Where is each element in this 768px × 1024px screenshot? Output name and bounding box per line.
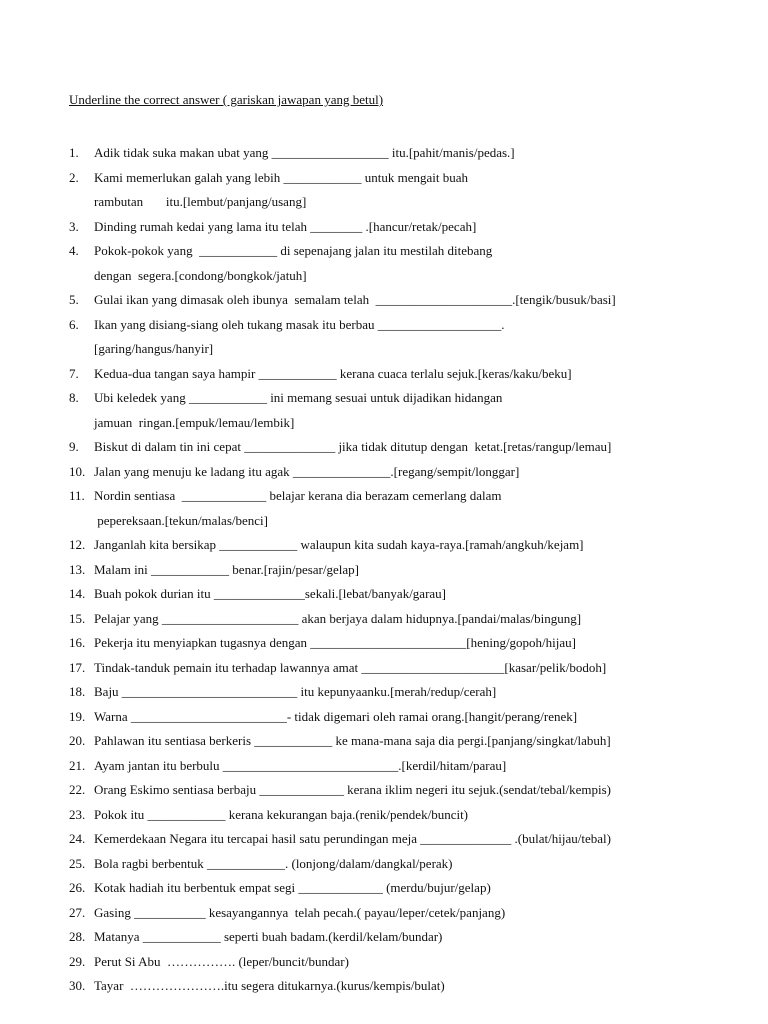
question-item <box>69 803 749 828</box>
question-text: Pekerja itu menyiapkan tugasnya dengan ________________________[hening/gopoh/hijau] <box>94 635 576 650</box>
question-text: Dinding rumah kedai yang lama itu telah ________ .[hancur/retak/pecah] <box>94 218 477 234</box>
question-text: Bola ragbi berbentuk ____________. (lonjong/dalam/dangkal/perak) <box>94 855 453 871</box>
question-number: 3. <box>69 218 79 234</box>
question-text: Kami memerlukan galah yang lebih ____________ untuk mengait buah <box>94 169 469 185</box>
question-number: 20. <box>69 733 86 748</box>
question-number: 12. <box>69 537 86 552</box>
question-item <box>69 239 749 264</box>
question-number: 14. <box>69 586 86 601</box>
question-number: 27. <box>69 904 86 920</box>
question-text: Pokok itu ____________ kerana kekurangan baja.(renik/pendek/buncit) <box>94 806 469 822</box>
question-item <box>69 729 749 754</box>
question-number: 8. <box>69 390 79 405</box>
question-item <box>69 362 749 387</box>
question-item <box>69 680 749 705</box>
question-item <box>69 288 749 313</box>
question-text: Buah pokok durian itu ______________sekali.[lebat/banyak/garau] <box>94 586 447 601</box>
question-item <box>69 656 749 681</box>
question-text-continued: dengan segera.[condong/bongkok/jatuh] <box>94 267 307 283</box>
question-continuation <box>69 190 749 215</box>
question-item <box>69 827 749 852</box>
question-item <box>69 386 749 411</box>
question-number: 30. <box>69 978 86 993</box>
question-number: 22. <box>69 782 86 797</box>
question-list <box>69 141 749 999</box>
question-number: 25. <box>69 855 86 871</box>
question-item <box>69 754 749 779</box>
question-text: Adik tidak suka makan ubat yang __________________ itu.[pahit/manis/pedas.] <box>94 145 515 160</box>
question-number: 16. <box>69 635 86 650</box>
question-number: 9. <box>69 439 79 454</box>
question-item <box>69 705 749 730</box>
question-item <box>69 313 749 338</box>
question-number: 21. <box>69 757 86 773</box>
question-text: Pelajar yang _____________________ akan berjaya dalam hidupnya.[pandai/malas/bingung] <box>94 610 582 626</box>
question-item <box>69 631 749 656</box>
question-text: Ayam jantan itu berbulu ___________________________.[kerdil/hitam/parau] <box>94 757 507 773</box>
question-number: 24. <box>69 831 86 846</box>
question-text: Pokok-pokok yang ____________ di sepenajang jalan itu mestilah ditebang <box>94 243 493 258</box>
question-number: 28. <box>69 929 86 944</box>
question-text: Matanya ____________ seperti buah badam.(kerdil/kelam/bundar) <box>94 929 443 944</box>
question-text: Kotak hadiah itu berbentuk empat segi _____________ (merdu/bujur/gelap) <box>94 880 491 895</box>
question-number: 1. <box>69 145 79 160</box>
question-number: 26. <box>69 880 86 895</box>
question-item <box>69 950 749 975</box>
question-text: Pahlawan itu sentiasa berkeris ____________ ke mana-mana saja dia pergi.[panjang/singkat/labuh] <box>94 733 611 748</box>
question-number: 15. <box>69 610 86 626</box>
question-text: Ubi keledek yang ____________ ini memang sesuai untuk dijadikan hidangan <box>94 390 503 405</box>
question-continuation <box>69 337 749 362</box>
question-text: Gulai ikan yang dimasak oleh ibunya semalam telah _____________________.[tengik/busuk/basi] <box>94 292 616 307</box>
question-number: 2. <box>69 169 79 185</box>
question-continuation <box>69 411 749 436</box>
question-text: Tindak-tanduk pemain itu terhadap lawannya amat ______________________[kasar/pelik/bodoh] <box>94 659 607 675</box>
question-text: Gasing ___________ kesayangannya telah pecah.( payau/leper/cetek/panjang) <box>94 904 506 920</box>
question-number: 5. <box>69 292 79 307</box>
question-item <box>69 778 749 803</box>
question-item <box>69 166 749 191</box>
question-continuation <box>69 264 749 289</box>
question-text: Kemerdekaan Negara itu tercapai hasil satu perundingan meja ______________ .(bulat/hijau/tebal) <box>94 831 611 846</box>
question-number: 17. <box>69 659 86 675</box>
question-text-continued: jamuan ringan.[empuk/lemau/lembik] <box>94 414 295 430</box>
question-item <box>69 215 749 240</box>
question-item <box>69 141 749 166</box>
question-text: Baju ___________________________ itu kepunyaanku.[merah/redup/cerah] <box>94 684 497 699</box>
question-item <box>69 876 749 901</box>
question-text-continued: rambutan itu.[lembut/panjang/usang] <box>94 194 307 209</box>
question-item <box>69 533 749 558</box>
question-item <box>69 558 749 583</box>
question-text: Orang Eskimo sentiasa berbaju _____________ kerana iklim negeri itu sejuk.(sendat/tebal/kempis) <box>94 782 611 797</box>
question-item <box>69 435 749 460</box>
question-number: 13. <box>69 561 86 577</box>
question-number: 4. <box>69 243 79 258</box>
question-text: Kedua-dua tangan saya hampir ____________ kerana cuaca terlalu sejuk.[keras/kaku/beku] <box>94 365 572 381</box>
question-text: Tayar ………………….itu segera ditukarnya.(kurus/kempis/bulat) <box>94 978 445 993</box>
question-text: Janganlah kita bersikap ____________ walaupun kita sudah kaya-raya.[ramah/angkuh/kejam] <box>94 537 584 552</box>
question-text-continued: pepereksaan.[tekun/malas/benci] <box>94 512 268 528</box>
question-item <box>69 484 749 509</box>
question-number: 6. <box>69 316 79 332</box>
question-continuation <box>69 509 749 534</box>
question-item <box>69 925 749 950</box>
question-number: 29. <box>69 953 86 969</box>
question-number: 23. <box>69 806 86 822</box>
question-text-continued: [garing/hangus/hanyir] <box>94 341 214 356</box>
question-text: Warna ________________________- tidak digemari oleh ramai orang.[hangit/perang/renek] <box>94 708 578 724</box>
question-text: Jalan yang menuju ke ladang itu agak _______________.[regang/sempit/longgar] <box>94 463 520 479</box>
question-number: 11. <box>69 488 85 503</box>
question-text: Biskut di dalam tin ini cepat ______________ jika tidak ditutup dengan ketat.[retas/rangup/lemau] <box>94 439 612 454</box>
question-item <box>69 582 749 607</box>
question-number: 10. <box>69 463 86 479</box>
instruction-heading: Underline the correct answer ( gariskan jawapan yang betul) <box>69 92 384 107</box>
question-number: 18. <box>69 684 86 699</box>
question-text: Malam ini ____________ benar.[rajin/pesar/gelap] <box>94 561 359 577</box>
question-item <box>69 901 749 926</box>
question-number: 7. <box>69 365 79 381</box>
question-text: Ikan yang disiang-siang oleh tukang masak itu berbau ___________________. <box>94 316 505 332</box>
question-text: Perut Si Abu ……………. (leper/buncit/bundar) <box>94 953 349 969</box>
question-item <box>69 974 749 999</box>
question-item <box>69 607 749 632</box>
question-item <box>69 460 749 485</box>
question-item <box>69 852 749 877</box>
question-text: Nordin sentiasa _____________ belajar kerana dia berazam cemerlang dalam <box>94 488 502 503</box>
question-number: 19. <box>69 708 86 724</box>
